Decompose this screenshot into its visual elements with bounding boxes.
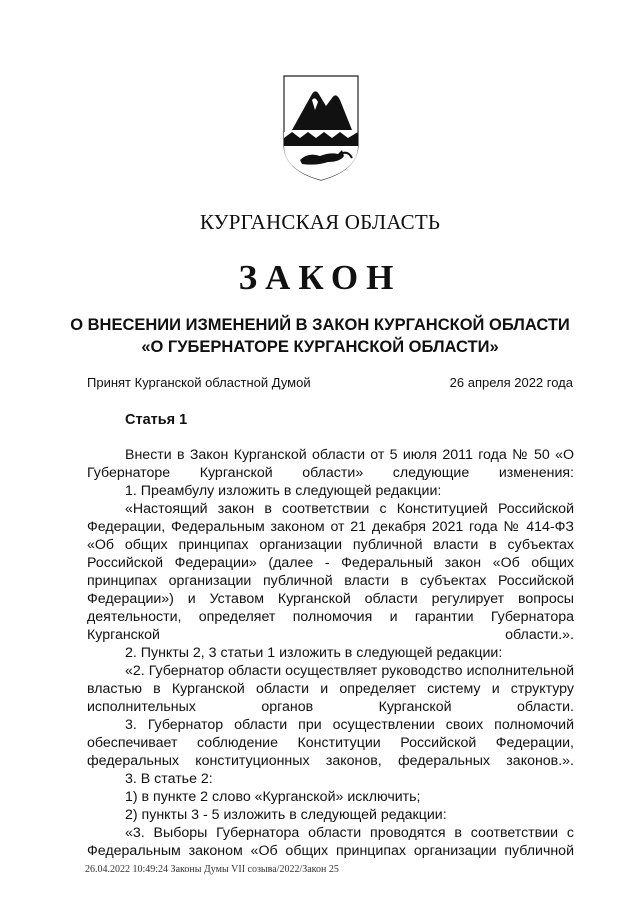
- paragraph: Внести в Закон Курганской области от 5 июля 2011 года № 50 «О Губернаторе Курганской области» следующие изменения:: [87, 447, 574, 481]
- paragraph: 3. В статье 2:: [125, 771, 213, 787]
- paragraph: «Настоящий закон в соответствии с Конституцией Российской Федерации, Федеральным законом от 21 декабря 2021 года № 414-ФЗ «Об общих принципах организации публичной власти в субъектах Российской Федерации» (далее - Федеральный закон «Об общих принципах организации публичной власти в субъектах Российской Федерации») и Уставом Курганской области регулирует вопросы деятельности, определяет полномочия и гарантии Губернатора Курганской области.».: [87, 501, 574, 643]
- document-type-title: ЗАКОН: [238, 258, 402, 297]
- paragraph: 2. Пункты 2, 3 статьи 1 изложить в следующей редакции:: [125, 645, 503, 661]
- region-title: КУРГАНСКАЯ ОБЛАСТЬ: [199, 210, 441, 234]
- coat-of-arms-emblem: [282, 74, 360, 182]
- paragraph: 1) в пункте 2 слово «Курганской» исключить;: [125, 789, 421, 805]
- paragraph: 3. Губернатор области при осуществлении своих полномочий обеспечивает соблюдение Конституции Российской Федерации, федеральных конституционных законов, федеральных законов.».: [87, 717, 574, 769]
- article-heading: Статья 1: [125, 412, 188, 428]
- adopted-by-line: Принят Курганской областной Думой: [87, 375, 311, 390]
- document-body: [87, 446, 574, 860]
- law-subtitle: О ВНЕСЕНИИ ИЗМЕНЕНИЙ В ЗАКОН КУРГАНСКОЙ ОБЛАСТИ «О ГУБЕРНАТОРЕ КУРГАНСКОЙ ОБЛАСТИ»: [70, 316, 570, 356]
- paragraph: «3. Выборы Губернатора области проводятся в соответствии с Федеральным законом «Об общих принципах организации публичной: [87, 825, 574, 859]
- adoption-date: 26 апреля 2022 года: [449, 375, 573, 390]
- paragraph: 2) пункты 3 - 5 изложить в следующей редакции:: [125, 807, 447, 823]
- footer-stamp: 26.04.2022 10:49:24 Законы Думы VII созыва/2022/Закон 25: [85, 864, 339, 875]
- paragraph: 1. Преамбулу изложить в следующей редакции:: [125, 483, 442, 499]
- paragraph: «2. Губернатор области осуществляет руководство исполнительной властью в Курганской области и определяет систему и структуру исполнительных органов Курганской области.: [87, 663, 574, 715]
